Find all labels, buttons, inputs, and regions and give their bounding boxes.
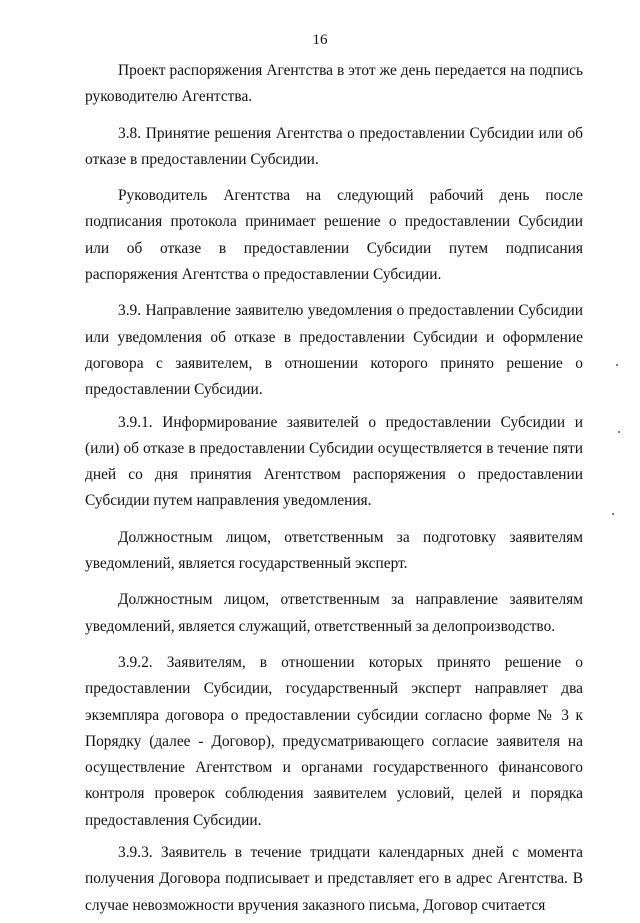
paragraph-sender-official: Должностным лицом, ответственным за направление заявителям уведомлений, является служащий, ответственный за делопроизводство. bbox=[85, 591, 583, 635]
paragraph-draft-order: Проект распоряжения Агентства в этот же день передается на подпись руководителю Агентства. bbox=[85, 62, 583, 106]
paragraph-3-9-heading: 3.9. Направление заявителю уведомления о предоставлении Субсидии или уведомления об отказе в предоставлении Субсидии и оформление договора с заявителем, в отношении которого принято решение о предоставлении Субсидии. bbox=[85, 302, 583, 399]
paragraph-head-decision: Руководитель Агентства на следующий рабочий день после подписания протокола принимает решение о предоставлении Субсидии или об отказе в предоставлении Субсидии путем подписания распоряжения Агентства о предоставлении Субсидии. bbox=[85, 187, 583, 284]
paragraph-preparer-official: Должностным лицом, ответственным за подготовку заявителям уведомлений, является государственный эксперт. bbox=[85, 528, 583, 573]
scan-speck bbox=[612, 513, 614, 515]
paragraph-3-9-3: 3.9.3. Заявитель в течение тридцати календарных дней с момента получения Договора подписывает и представляет его в адрес Агентства. В случае невозможности вручения заказного письма, Договор считается bbox=[85, 844, 583, 914]
scan-speck bbox=[616, 364, 618, 366]
paragraph-3-9-1: 3.9.1. Информирование заявителей о предоставлении Субсидии и (или) об отказе в предоставлении Субсидии осуществляется в течение пяти дней со дня принятия Агентством распоряжения о предоставлении Субсидии путем направления уведомления. bbox=[85, 413, 583, 510]
page-number: 16 bbox=[312, 32, 328, 48]
paragraph-3-9-2: 3.9.2. Заявителям, в отношении которых принято решение о предоставлении Субсидии, государственный эксперт направляет два экземпляра договора о предоставлении субсидии согласно форме № 3 к Порядку (далее - Договор), предусматривающего согласие заявителя на осуществление Агентством и органами государственного финансового контроля проверок соблюдения заявителем условий, целей и порядка предоставления Субсидии. bbox=[85, 653, 583, 829]
scan-speck bbox=[618, 431, 620, 433]
document-body bbox=[85, 58, 583, 923]
paragraph-3-8-heading: 3.8. Принятие решения Агентства о предоставлении Субсидии или об отказе в предоставлении Субсидии. bbox=[85, 124, 583, 168]
